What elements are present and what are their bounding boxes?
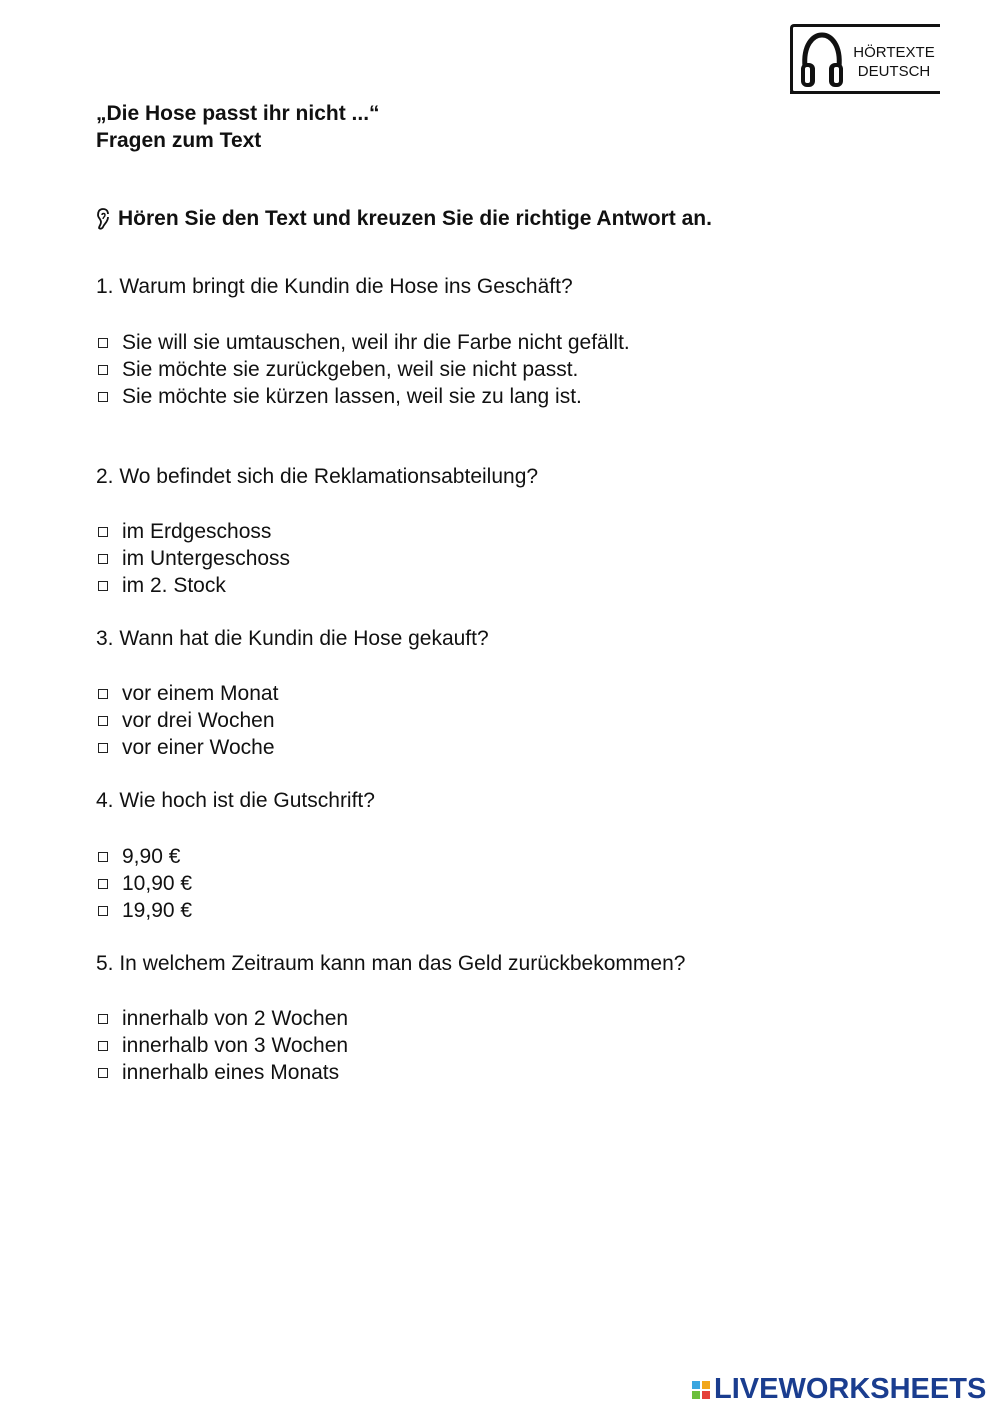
- checkbox-icon[interactable]: [98, 716, 108, 726]
- answer-option[interactable]: [96, 356, 630, 383]
- checkbox-icon[interactable]: [98, 527, 108, 537]
- option-label: vor drei Wochen: [122, 709, 275, 732]
- answer-option[interactable]: [96, 329, 630, 356]
- question-2-options: [96, 518, 290, 599]
- liveworksheets-branding: [692, 1373, 986, 1406]
- brand-name: LIVEWORKSHEETS: [714, 1373, 987, 1405]
- page-title: „Die Hose passt ihr nicht ...“: [96, 102, 380, 125]
- checkbox-icon[interactable]: [98, 1014, 108, 1024]
- option-label: im 2. Stock: [122, 574, 226, 597]
- question-1-options: [96, 329, 630, 410]
- answer-option[interactable]: [96, 734, 278, 761]
- option-label: vor einer Woche: [122, 736, 275, 759]
- question-5: 5. In welchem Zeitraum kann man das Geld zurückbekommen?: [96, 952, 686, 975]
- answer-option[interactable]: [96, 518, 290, 545]
- liveworksheets-logo-icon: [692, 1381, 710, 1399]
- answer-option[interactable]: [96, 680, 278, 707]
- hoertexte-logo: [790, 24, 940, 94]
- question-3: 3. Wann hat die Kundin die Hose gekauft?: [96, 627, 489, 650]
- answer-option[interactable]: [96, 1059, 348, 1086]
- checkbox-icon[interactable]: [98, 1041, 108, 1051]
- ear-icon: [96, 208, 112, 230]
- option-label: innerhalb von 2 Wochen: [122, 1007, 349, 1030]
- checkbox-icon[interactable]: [98, 392, 108, 402]
- answer-option[interactable]: [96, 545, 290, 572]
- question-3-options: [96, 680, 278, 761]
- checkbox-icon[interactable]: [98, 906, 108, 916]
- checkbox-icon[interactable]: [98, 554, 108, 564]
- logo-line-1: HÖRTEXTE: [853, 44, 935, 61]
- option-label: Sie möchte sie zurückgeben, weil sie nicht passt.: [122, 358, 579, 381]
- answer-option[interactable]: [96, 1032, 348, 1059]
- document-title: [96, 100, 380, 154]
- answer-option[interactable]: [96, 870, 192, 897]
- checkbox-icon[interactable]: [98, 689, 108, 699]
- option-label: innerhalb eines Monats: [122, 1061, 340, 1084]
- option-label: im Erdgeschoss: [122, 520, 272, 543]
- checkbox-icon[interactable]: [98, 338, 108, 348]
- answer-option[interactable]: [96, 707, 278, 734]
- option-label: 10,90 €: [122, 872, 193, 895]
- page-subtitle: Fragen zum Text: [96, 129, 262, 152]
- question-4-options: [96, 843, 192, 924]
- option-label: 19,90 €: [122, 899, 193, 922]
- checkbox-icon[interactable]: [98, 852, 108, 862]
- answer-option[interactable]: [96, 843, 192, 870]
- headphones-icon: [799, 31, 845, 91]
- option-label: Sie will sie umtauschen, weil ihr die Farbe nicht gefällt.: [122, 331, 630, 354]
- checkbox-icon[interactable]: [98, 581, 108, 591]
- option-label: Sie möchte sie kürzen lassen, weil sie zu lang ist.: [122, 385, 582, 408]
- instruction-text: Hören Sie den Text und kreuzen Sie die richtige Antwort an.: [118, 207, 712, 230]
- answer-option[interactable]: [96, 572, 290, 599]
- answer-option[interactable]: [96, 897, 192, 924]
- question-1: 1. Warum bringt die Kundin die Hose ins Geschäft?: [96, 275, 573, 298]
- question-4: 4. Wie hoch ist die Gutschrift?: [96, 789, 375, 812]
- question-2: 2. Wo befindet sich die Reklamationsabteilung?: [96, 465, 539, 488]
- option-label: innerhalb von 3 Wochen: [122, 1034, 349, 1057]
- instruction: [96, 207, 712, 231]
- logo-line-2: DEUTSCH: [857, 63, 931, 80]
- answer-option[interactable]: [96, 383, 630, 410]
- checkbox-icon[interactable]: [98, 1068, 108, 1078]
- checkbox-icon[interactable]: [98, 365, 108, 375]
- option-label: vor einem Monat: [122, 682, 279, 705]
- checkbox-icon[interactable]: [98, 879, 108, 889]
- option-label: im Untergeschoss: [122, 547, 291, 570]
- question-5-options: [96, 1005, 348, 1086]
- option-label: 9,90 €: [122, 845, 181, 868]
- checkbox-icon[interactable]: [98, 743, 108, 753]
- logo-text: [849, 43, 939, 81]
- answer-option[interactable]: [96, 1005, 348, 1032]
